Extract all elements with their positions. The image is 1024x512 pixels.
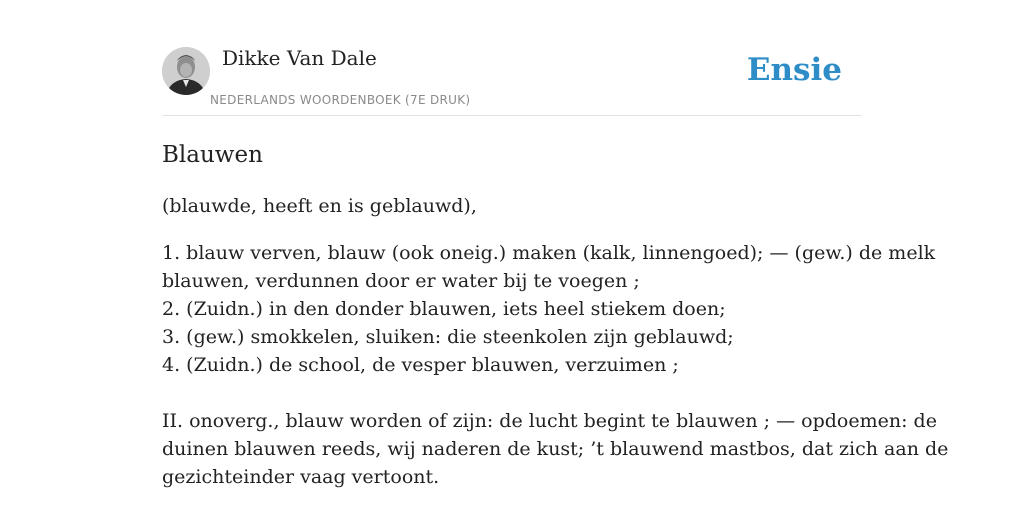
definition-line: duinen blauwen reeds, wij naderen de kust; ’t blauwend mastbos, dat zich aan de — [162, 438, 949, 460]
definition-line: II. onoverg., blauw worden of zijn: de lucht begint te blauwen ; — opdoemen: de — [162, 410, 937, 432]
inflection-forms: (blauwde, heeft en is geblauwd), — [162, 195, 477, 217]
source-label[interactable]: NEDERLANDS WOORDENBOEK (7E DRUK) — [210, 93, 471, 107]
definition-line: gezichteinder vaag vertoont. — [162, 466, 440, 488]
brand-logo[interactable]: Ensie — [746, 52, 842, 88]
entry-definition — [162, 192, 949, 491]
definition-line: blauwen, verdunnen door er water bij te voegen ; — [162, 270, 640, 292]
entry-title: Blauwen — [162, 142, 263, 168]
definition-line: 4. (Zuidn.) de school, de vesper blauwen, verzuimen ; — [162, 354, 679, 376]
definition-line: 1. blauw verven, blauw (ook oneig.) maken (kalk, linnengoed); — (gew.) de melk — [162, 242, 936, 264]
entry-header — [162, 0, 862, 116]
definition-line: 2. (Zuidn.) in den donder blauwen, iets heel stiekem doen; — [162, 298, 726, 320]
definition-line: 3. (gew.) smokkelen, sluiken: die steenkolen zijn geblauwd; — [162, 326, 734, 348]
portrait-icon — [162, 47, 210, 95]
entry-card — [162, 0, 949, 512]
paragraph-gap — [162, 379, 862, 407]
author-name[interactable]: Dikke Van Dale — [222, 46, 377, 70]
author-avatar — [162, 47, 210, 95]
